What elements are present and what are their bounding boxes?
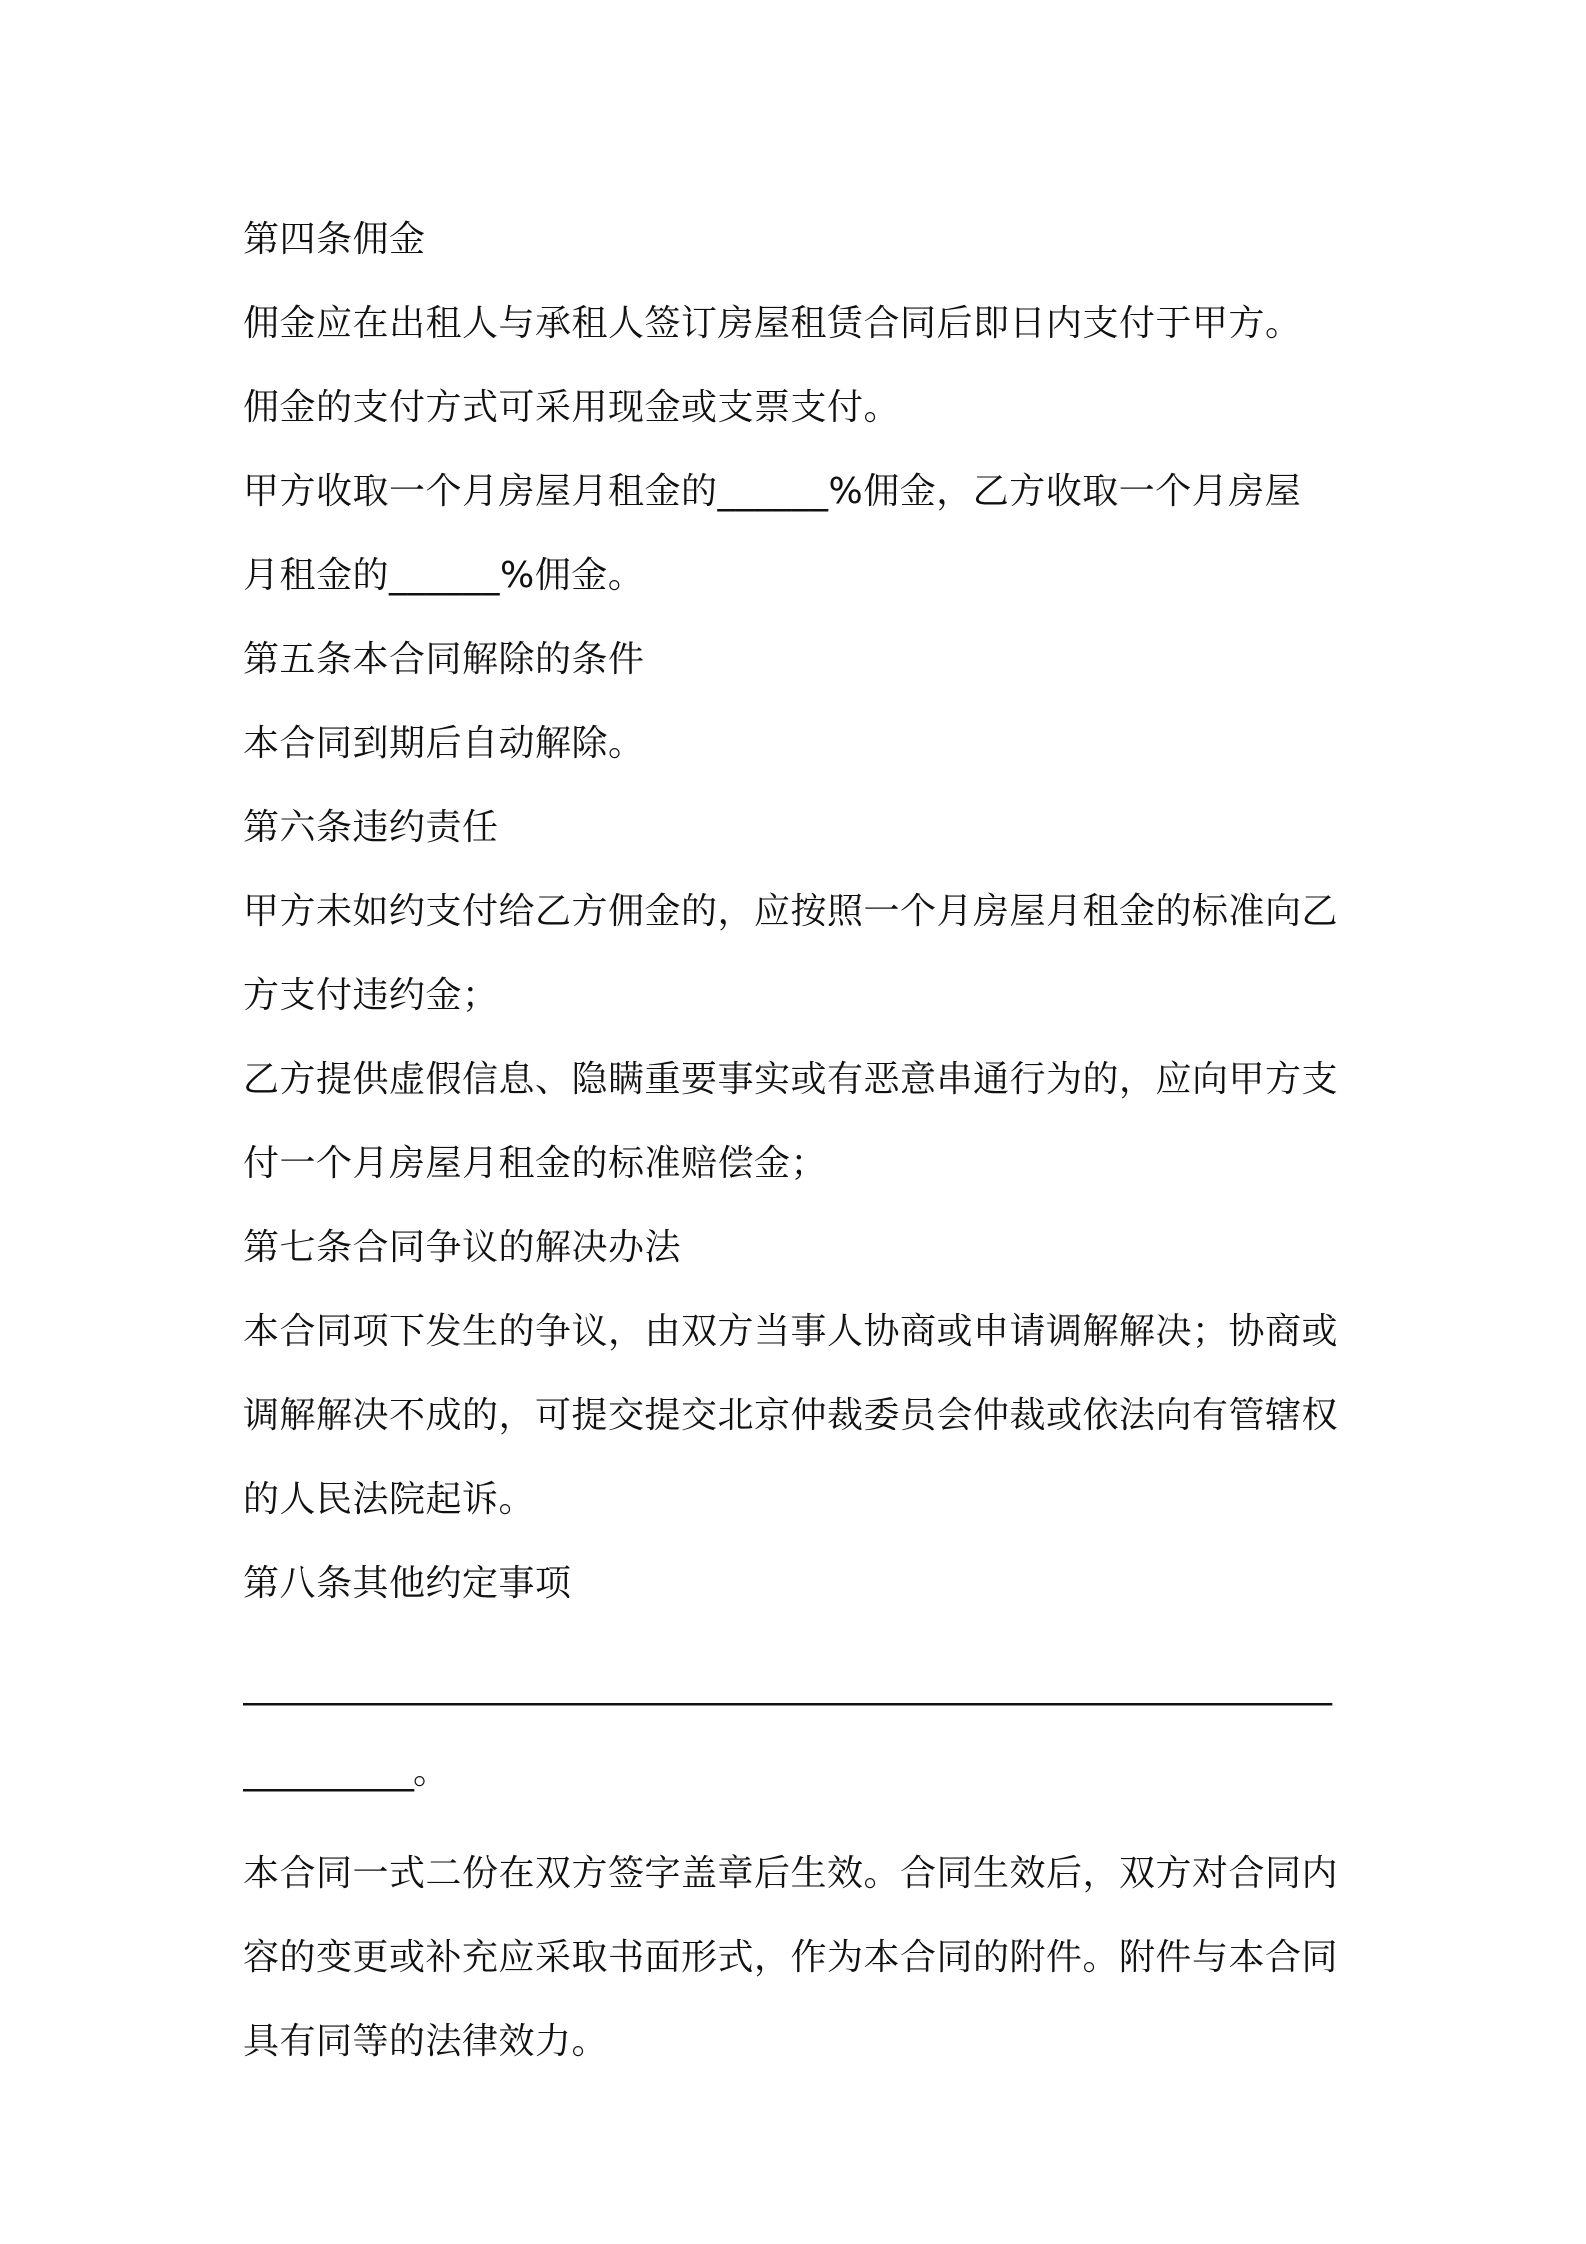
paragraph-line: 月租金的______%佣金。 [243, 555, 645, 596]
article-8-heading: 第八条其他约定事项 [243, 1563, 572, 1604]
article-6-heading: 第六条违约责任 [243, 807, 499, 848]
paragraph-line: 佣金应在出租人与承租人签订房屋租赁合同后即日内支付于甲方。 [243, 303, 1302, 344]
paragraph-line: 容的变更或补充应采取书面形式，作为本合同的附件。附件与本合同 [243, 1937, 1339, 1978]
blank-fill-line: ________________________________________________________________ [243, 1665, 1331, 1706]
paragraph-line: 本合同一式二份在双方签字盖章后生效。合同生效后，双方对合同内 [243, 1853, 1339, 1894]
paragraph-line: 本合同到期后自动解除。 [243, 723, 645, 764]
paragraph-line: 付一个月房屋月租金的标准赔偿金； [243, 1143, 828, 1184]
document-body [243, 198, 1353, 2084]
article-5-heading: 第五条本合同解除的条件 [243, 639, 645, 680]
paragraph-line: 佣金的支付方式可采用现金或支票支付。 [243, 387, 901, 428]
paragraph-line: 方支付违约金； [243, 975, 499, 1016]
paragraph-line: 的人民法院起诉。 [243, 1479, 536, 1520]
article-4-heading: 第四条佣金 [243, 219, 426, 260]
paragraph-line: 乙方提供虚假信息、隐瞒重要事实或有恶意串通行为的，应向甲方支 [243, 1059, 1339, 1100]
paragraph-line: 具有同等的法律效力。 [243, 2021, 609, 2062]
paragraph-line: 甲方未如约支付给乙方佣金的，应按照一个月房屋月租金的标准向乙 [243, 891, 1339, 932]
paragraph-line: 本合同项下发生的争议，由双方当事人协商或申请调解解决；协商或 [243, 1311, 1339, 1352]
article-7-heading: 第七条合同争议的解决办法 [243, 1227, 682, 1268]
paragraph-line: 甲方收取一个月房屋月租金的______%佣金，乙方收取一个月房屋 [243, 471, 1302, 512]
paragraph-line: 调解解决不成的，可提交提交北京仲裁委员会仲裁或依法向有管辖权 [243, 1395, 1339, 1436]
blank-fill-line-end: __________。 [243, 1751, 449, 1792]
